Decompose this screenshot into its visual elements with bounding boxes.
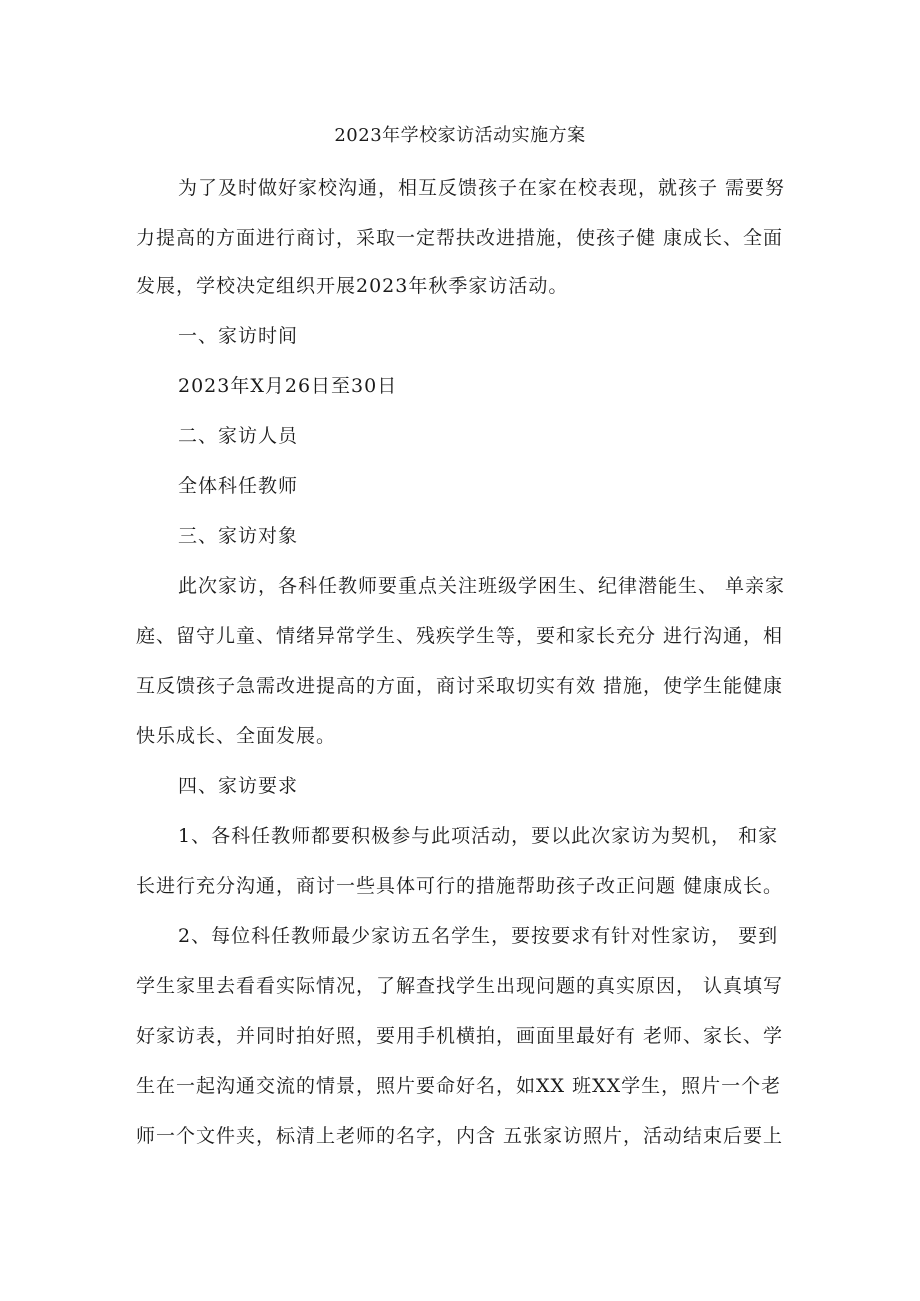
paragraph-line: 学生家里去看看实际情况，了解查找学生出现问题的真实原因， 认真填写 [136,975,784,997]
paragraph-line: 快乐成长、全面发展。 [136,725,337,747]
section-heading: 一、家访时间 [178,325,299,347]
paragraph-line: 1、各科任教师都要积极参与此项活动，要以此次家访为契机， 和家 [178,825,779,847]
section-heading: 二、家访人员 [178,425,299,447]
paragraph-line: 生在一起沟通交流的情景，照片要命好名，如XX 班XX学生，照片一个老 [136,1075,782,1097]
paragraph-line: 庭、留守儿童、情绪异常学生、残疾学生等，要和家长充分 进行沟通，相 [136,625,784,647]
paragraph-line: 互反馈孩子急需改进提高的方面，商讨采取切实有效 措施，使学生能健康 [136,675,784,697]
paragraph-line: 好家访表，并同时拍好照，要用手机横拍，画面里最好有 老师、家长、学 [136,1025,784,1047]
section-heading: 三、家访对象 [178,525,299,547]
paragraph-line: 力提高的方面进行商讨，采取一定帮扶改进措施，使孩子健 康成长、全面 [136,227,784,249]
paragraph-line: 师一个文件夹，标清上老师的名字，内含 五张家访照片，活动结束后要上 [136,1125,784,1147]
paragraph-line: 长进行充分沟通，商讨一些具体可行的措施帮助孩子改正问题 健康成长。 [136,875,784,897]
section-heading: 四、家访要求 [178,775,299,797]
paragraph-line: 此次家访，各科任教师要重点关注班级学困生、纪律潜能生、 单亲家 [178,575,786,597]
paragraph-line: 2023年X月26日至30日 [178,375,398,397]
paragraph-line: 发展，学校决定组织开展2023年秋季家访活动。 [136,275,569,297]
document-title: 2023年学校家访活动实施方案 [334,125,586,146]
paragraph-line: 2、每位科任教师最少家访五名学生，要按要求有针对性家访， 要到 [178,925,779,947]
paragraph-line: 为了及时做好家校沟通，相互反馈孩子在家在校表现，就孩子 需要努 [178,177,786,199]
paragraph-line: 全体科任教师 [178,475,299,497]
